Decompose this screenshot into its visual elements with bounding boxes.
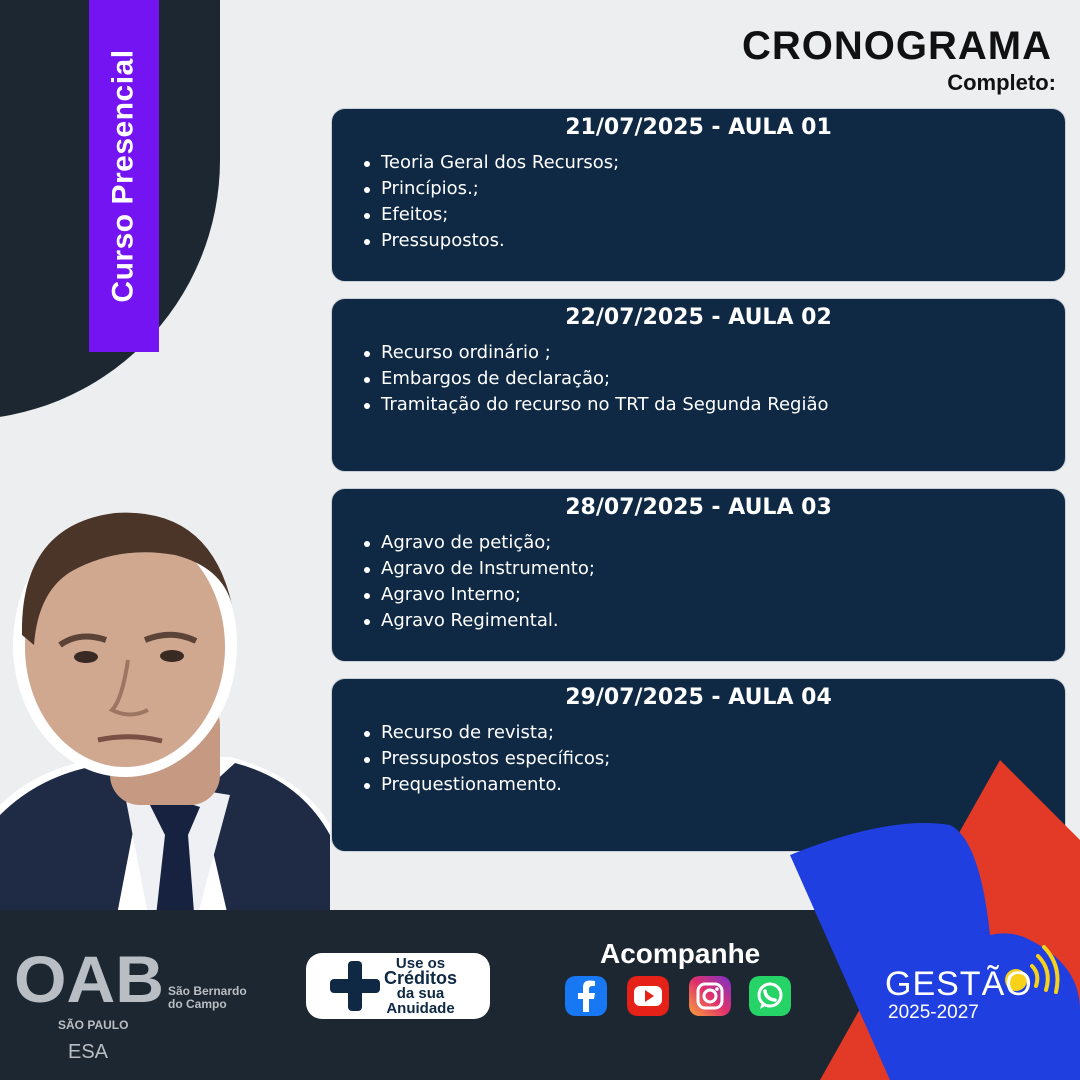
credits-line1: Use os	[395, 955, 446, 972]
oab-subsection-line2: do Campo	[168, 997, 227, 1011]
topic-item: Efeitos;	[362, 202, 1065, 228]
session-heading: 21/07/2025 - AULA 01	[565, 115, 832, 140]
follow-title: Acompanhe	[600, 938, 761, 969]
decorative-gestao-shapes	[780, 760, 1080, 1080]
credits-line2: Créditos	[384, 968, 458, 988]
oab-esa-label: ESA	[68, 1041, 109, 1063]
oab-subsection	[168, 985, 247, 1011]
session-heading: 28/07/2025 - AULA 03	[565, 495, 832, 520]
whatsapp-icon[interactable]	[749, 976, 791, 1016]
session-card-2	[331, 298, 1066, 472]
credits-line4: Anuidade	[386, 1000, 455, 1017]
topic-item: Recurso ordinário ;	[362, 340, 1065, 366]
topic-item: Teoria Geral dos Recursos;	[362, 150, 1065, 176]
topic-list	[362, 530, 1065, 634]
instagram-icon[interactable]	[689, 976, 731, 1016]
topic-list	[362, 340, 1065, 418]
course-type-band	[89, 0, 159, 352]
topic-item: Pressupostos.	[362, 228, 1065, 254]
page-subtitle: Completo:	[947, 70, 1056, 95]
instructor-portrait	[0, 495, 330, 925]
session-heading: 29/07/2025 - AULA 04	[565, 685, 832, 710]
session-heading: 22/07/2025 - AULA 02	[565, 305, 832, 330]
session-card-1	[331, 108, 1066, 282]
page-title: CRONOGRAMA	[742, 24, 1052, 68]
course-type-label: Curso Presencial	[107, 49, 140, 303]
topic-item: Agravo Interno;	[362, 582, 1065, 608]
credits-line3: da sua	[396, 985, 445, 1002]
topic-item: Prequestionamento.	[362, 772, 1065, 798]
oab-subsection-line1: São Bernardo	[168, 984, 247, 998]
gestao-years: 2025-2027	[888, 1002, 979, 1023]
credits-badge[interactable]	[306, 953, 490, 1019]
topic-item: Princípios.;	[362, 176, 1065, 202]
topic-list	[362, 150, 1065, 254]
oab-logo	[14, 950, 164, 1010]
topic-item: Agravo de petição;	[362, 530, 1065, 556]
topic-item: Embargos de declaração;	[362, 366, 1065, 392]
facebook-icon[interactable]	[565, 976, 607, 1016]
topic-item: Agravo Regimental.	[362, 608, 1065, 634]
topic-item: Pressupostos específicos;	[362, 746, 1065, 772]
gestao-title: GESTÃO	[885, 965, 1033, 1003]
oab-logo-text: OAB	[14, 950, 164, 1010]
plus-icon	[328, 959, 382, 1013]
topic-item: Recurso de revista;	[362, 720, 1065, 746]
credits-text	[384, 956, 457, 1016]
youtube-icon[interactable]	[627, 976, 669, 1016]
oab-state: SÃO PAULO	[58, 1018, 129, 1032]
session-card-3	[331, 488, 1066, 662]
topic-item: Tramitação do recurso no TRT da Segunda Região	[362, 392, 1065, 418]
topic-item: Agravo de Instrumento;	[362, 556, 1065, 582]
